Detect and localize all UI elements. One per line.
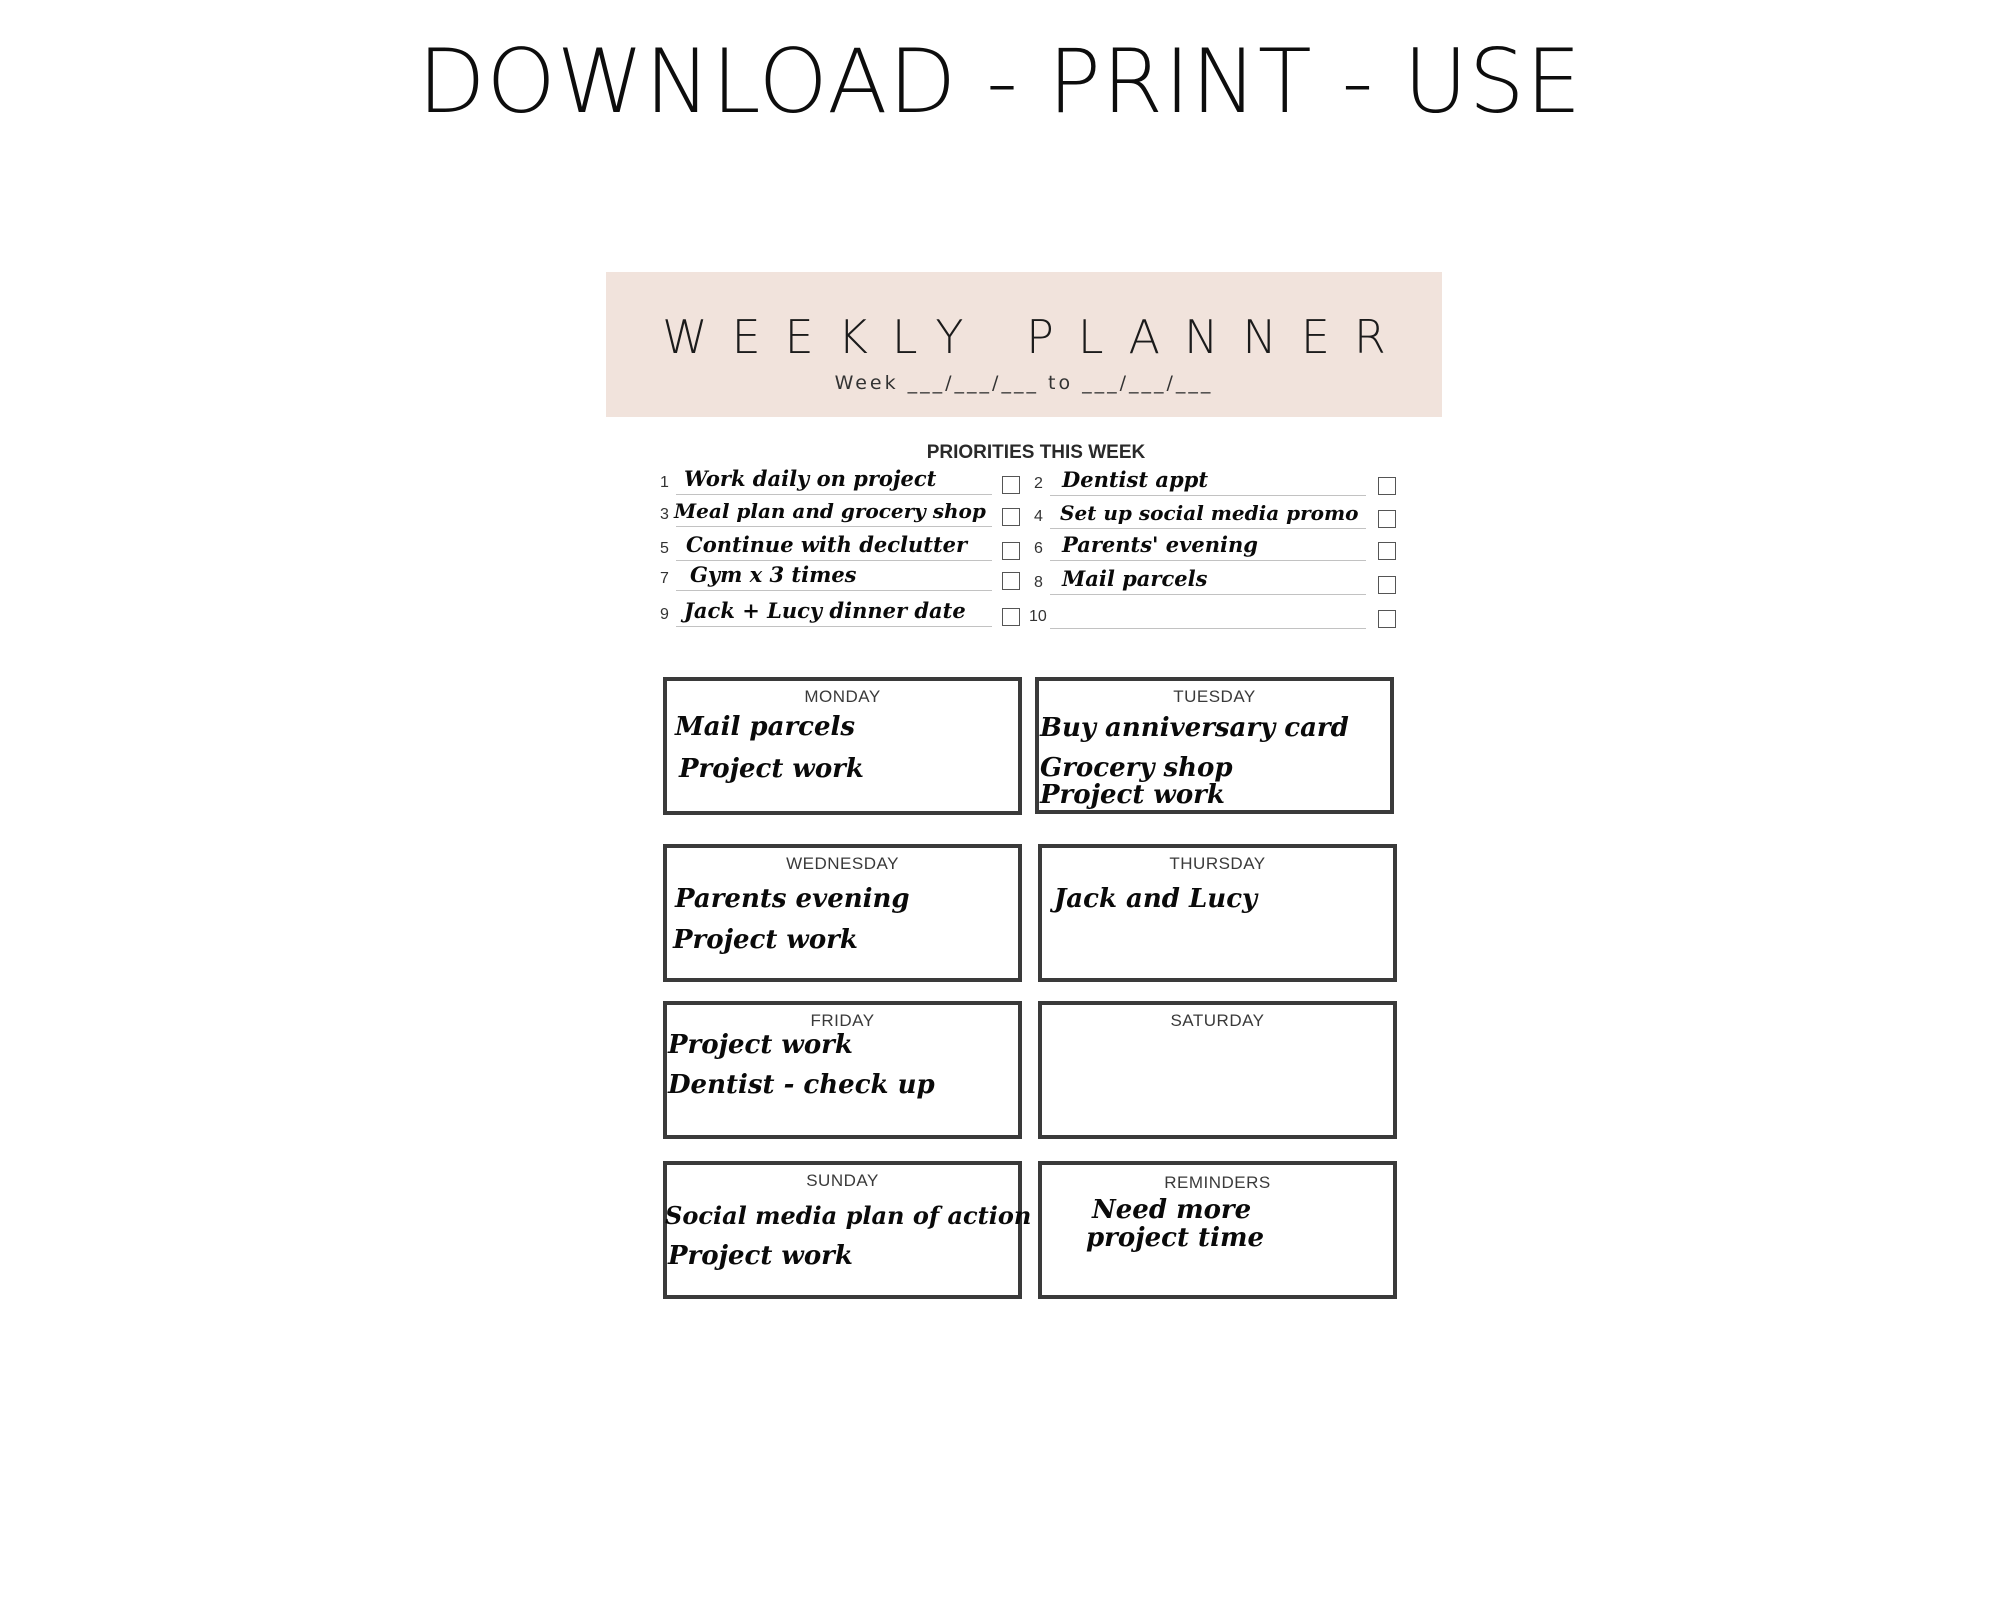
priority-text: Work daily on project [684,466,937,491]
reminder-entry: Need more [1092,1195,1252,1225]
day-entry: Project work [668,1241,853,1271]
day-label: TUESDAY [1173,687,1256,706]
priority-text: Parents' evening [1062,532,1258,557]
priority-text: Set up social media promo [1060,501,1359,525]
priority-number: 10 [1029,608,1047,625]
priority-number: 3 [660,506,669,523]
priority-line [1050,528,1366,529]
priority-text: Dentist appt [1062,467,1209,492]
day-entry: Jack and Lucy [1054,884,1258,914]
priority-checkbox[interactable] [1378,576,1396,594]
day-entry: Buy anniversary card [1040,713,1349,743]
priority-line [676,494,992,495]
priority-text: Meal plan and grocery shop [674,499,986,523]
day-entry: Parents evening [675,884,910,914]
headline: DOWNLOAD - PRINT - USE [417,30,1583,133]
priorities-title: PRIORITIES THIS WEEK [926,442,1146,463]
priority-checkbox[interactable] [1002,542,1020,560]
priority-line [676,590,992,591]
day-box-friday[interactable] [663,1001,1022,1139]
day-entry: Mail parcels [675,712,856,742]
priority-number: 1 [660,474,669,491]
priority-line [1050,560,1366,561]
day-label: FRIDAY [810,1011,875,1030]
day-box-tuesday[interactable] [1035,677,1394,814]
day-box-saturday[interactable] [1038,1001,1397,1139]
priority-checkbox[interactable] [1378,610,1396,628]
day-box-thursday[interactable] [1038,844,1397,982]
priority-line [1050,594,1366,595]
priority-line [1050,628,1366,629]
day-entry: Project work [668,1030,853,1060]
day-box-wednesday[interactable] [663,844,1022,982]
day-box-monday[interactable] [663,677,1022,815]
day-entry: Social media plan of action [665,1201,1032,1230]
day-entry: Project work [1040,780,1225,810]
priority-number: 8 [1034,574,1043,591]
day-label: WEDNESDAY [786,854,899,873]
priority-checkbox[interactable] [1378,477,1396,495]
priority-number: 7 [660,570,669,587]
priority-checkbox[interactable] [1378,542,1396,560]
day-entry: Grocery shop [1040,753,1233,783]
day-entry: Project work [673,925,858,955]
priority-text: Mail parcels [1062,566,1208,591]
day-box-sunday[interactable] [663,1161,1032,1299]
reminders-box[interactable] [1038,1161,1397,1299]
day-label: SATURDAY [1170,1011,1265,1030]
week-range: Week ___/___/___ to ___/___/___ [834,372,1214,394]
priority-number: 6 [1034,540,1043,557]
reminders-label: REMINDERS [1164,1173,1271,1192]
day-entry: Dentist - check up [668,1070,935,1100]
priority-line [676,560,992,561]
priority-checkbox[interactable] [1002,508,1020,526]
priority-line [1050,495,1366,496]
priority-checkbox[interactable] [1002,608,1020,626]
priority-number: 4 [1034,508,1043,525]
priority-text: Jack + Lucy dinner date [684,598,966,623]
priority-number: 5 [660,540,669,557]
priority-text: Gym x 3 times [690,562,857,587]
day-label: THURSDAY [1169,854,1266,873]
reminder-entry: project time [1086,1223,1265,1253]
day-entry: Project work [679,754,864,784]
priority-checkbox[interactable] [1378,510,1396,528]
priority-line [676,626,992,627]
priority-number: 2 [1034,475,1043,492]
planner-header [606,272,1442,417]
priority-checkbox[interactable] [1002,572,1020,590]
priority-checkbox[interactable] [1002,476,1020,494]
priority-line [676,526,992,527]
priority-number: 9 [660,606,669,623]
planner-title: WEEKLY PLANNER [662,310,1410,364]
day-label: SUNDAY [806,1171,879,1190]
priority-text: Continue with declutter [686,532,968,557]
day-label: MONDAY [804,687,881,706]
